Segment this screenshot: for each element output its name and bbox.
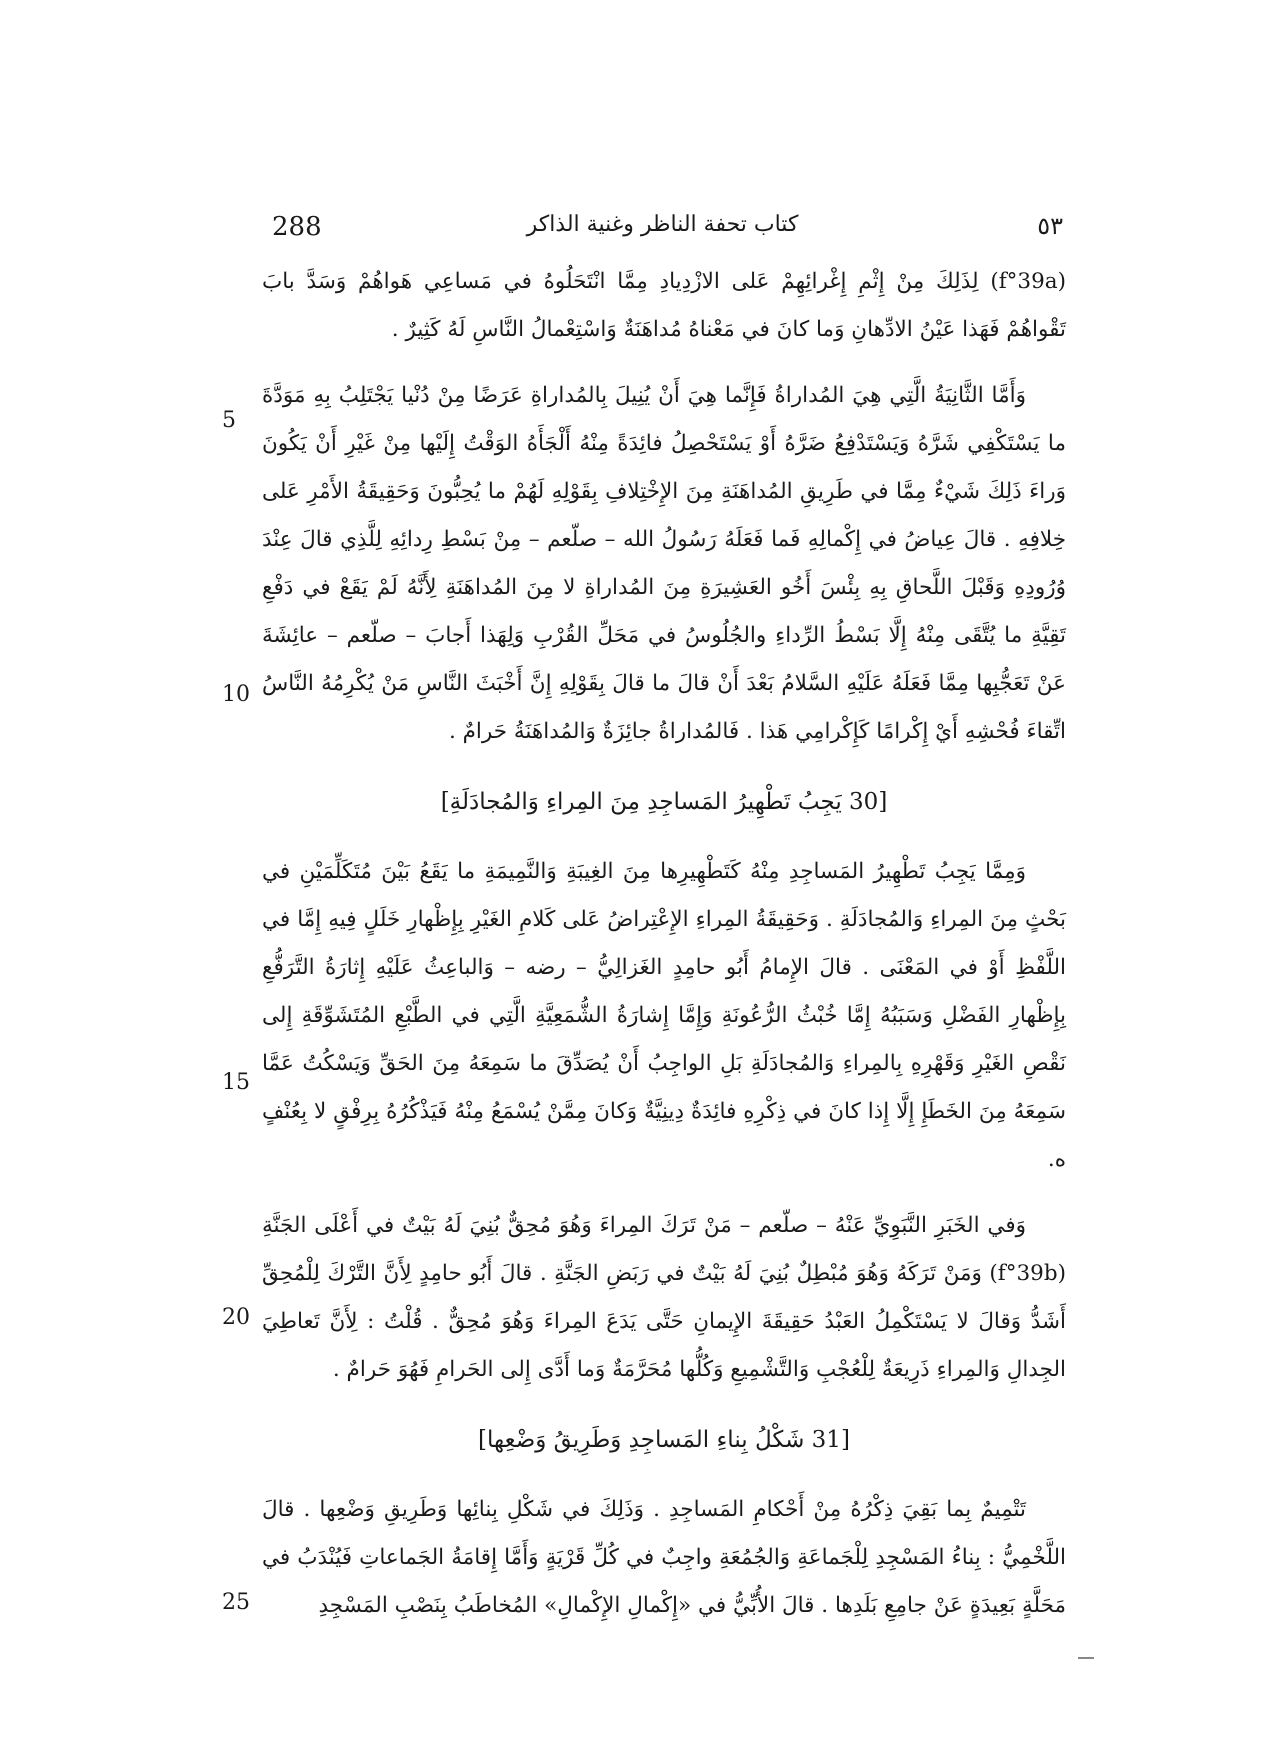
page-body xyxy=(262,258,1066,1630)
line-number-15: 15 xyxy=(222,1070,250,1095)
paragraph-1: (f°39a) لِذَلِكَ مِنْ إِثْمِ إِغْرائِهِمْ عَلى الازْدِيادِ مِمَّا انْتَحَلُوهُ في مَساعِي هَواهُمْ وَسَدَّ بابَ تَقْواهُمْ فَهَذا عَيْنُ الادِّهانِ وَما كانَ في مَعْناهُ مُداهَنَةٌ وَاسْتِعْمالُ النَّاسِ لَهُ كَثِيرٌ . xyxy=(262,269,1066,342)
arabic-page-number: ٥٣ xyxy=(1037,212,1063,240)
line-number-5: 5 xyxy=(222,408,236,433)
line-number-25: 25 xyxy=(222,1590,250,1615)
line-number-10: 10 xyxy=(222,682,250,707)
paragraph-3: وَمِمَّا يَجِبُ تَطْهِيرُ المَساجِدِ مِنْهُ كَتَطْهِيرِها مِنَ الغِيبَةِ وَالنَّمِيمَةِ ما يَقَعُ بَيْنَ مُتَكَلِّمَيْنِ في بَحْثٍ مِنَ المِراءِ وَالمُجادَلَةِ . وَحَقِيقَةُ المِراءِ الإِعْتِراضُ عَلى كَلامِ الغَيْرِ بِإِظْهارِ خَلَلٍ فِيهِ إِمَّا في اللَّفْظِ أَوْ في المَعْنَى . قالَ الإِمامُ أَبُو حامِدٍ الغَزالِيُّ – رضه – وَالباعِثُ عَلَيْهِ إِثارَةُ التَّرَفُّعِ بِإِظْهارِ الفَضْلِ وَسَبَبُهُ إِمَّا خُبْثُ الرُّعُونَةِ وَإِمَّا إِشارَةُ الشُّمَعِيَّةِ الَّتِي في الطَّبْعِ المُتَشَوِّقَةِ إِلى نَقْصِ الغَيْرِ وَقَهْرِهِ بِالمِراءِ وَالمُجادَلَةِ بَلِ الواجِبُ أَنْ يُصَدِّقَ ما سَمِعَهُ مِنَ الحَقِّ وَيَسْكُتُ عَمَّا سَمِعَهُ مِنَ الخَطَإِ إِلَّا إِذا كانَ في ذِكْرِهِ فائِدَةٌ دِينِيَّةٌ وَكانَ مِمَّنْ يُسْمَعُ مِنْهُ فَيَذْكُرُهُ بِرِفْقٍ لا بِعُنْفٍ ه. xyxy=(262,859,1066,1172)
paragraph-2: وَأَمَّا الثَّانِيَةُ الَّتِي هِيَ المُداراةُ فَإِنَّما هِيَ أَنْ يُنِيلَ بِالمُداراةِ عَرَضًا مِنْ دُنْيا يَجْتَلِبُ بِهِ مَوَدَّةَ ما يَسْتَكْفِي شَرَّهُ وَيَسْتَدْفِعُ ضَرَّهُ أَوْ يَسْتَحْصِلُ فائِدَةً مِنْهُ أَلْجَأَهُ الوَقْتُ إِلَيْها مِنْ غَيْرِ أَنْ يَكُونَ وَراءَ ذَلِكَ شَيْءٌ مِمَّا في طَرِيقِ المُداهَنَةِ مِنَ الإِخْتِلافِ بِقَوْلِهِ لَهُمْ ما يُحِبُّونَ وَحَقِيقَةُ الأَمْرِ عَلى خِلافِهِ . قالَ عِياضُ في إِكْمالِهِ فَما فَعَلَهُ رَسُولُ الله – صلّعم – مِنْ بَسْطِ رِدائِهِ لِلَّذِي قالَ عِنْدَ وُرُودِهِ وَقَبْلَ اللَّحاقِ بِهِ بِئْسَ أَخُو العَشِيرَةِ مِنَ المُداراةِ لا مِنَ المُداهَنَةِ لِأَنَّهُ لَمْ يَقَعْ في دَفْعِ تَقِيَّةِ ما يُتَّقَى مِنْهُ إِلَّا بَسْطُ الرِّداءِ والجُلُوسُ في مَحَلِّ القُرْبِ وَلِهَذا أَجابَ – صلّعم – عائِشَةَ عَنْ تَعَجُّبِها مِمَّا فَعَلَهُ عَلَيْهِ السَّلامُ بَعْدَ أَنْ قالَ ما قالَ بِقَوْلِهِ إِنَّ أَخْبَثَ النَّاسِ مَنْ يُكْرِمُهُ النَّاسُ اتِّقاءَ فُحْشِهِ أَيْ إِكْرامًا كَإِكْرامِي هَذا . فَالمُداراةُ جائِزَةٌ وَالمُداهَنَةُ حَرامٌ . xyxy=(262,383,1066,744)
page-header xyxy=(262,212,1063,252)
page-number: 288 xyxy=(272,212,322,242)
paragraph-5: تَتْمِيمٌ بِما بَقِيَ ذِكْرُهُ مِنْ أَحْكامِ المَساجِدِ . وَذَلِكَ في شَكْلِ بِنائِها وَطَرِيقِ وَضْعِها . قالَ اللَّخْمِيُّ : بِناءُ المَسْجِدِ لِلْجَماعَةِ وَالجُمُعَةِ واجِبٌ في كُلِّ قَرْيَةٍ وَأَمَّا إِقامَةُ الجَماعاتِ فَيُنْدَبُ في مَحَلَّةٍ بَعِيدَةٍ عَنْ جامِعِ بَلَدِها . قالَ الأُبِّيُّ في «إِكْمالِ الإِكْمالِ» المُخاطَبُ بِنَصْبِ المَسْجِدِ xyxy=(262,1497,1066,1618)
section-heading-31: [31 شَكْلُ بِناءِ المَساجِدِ وَطَرِيقُ وَضْعِها] xyxy=(478,1427,850,1453)
paragraph-4: وَفي الخَبَرِ النَّبَوِيِّ عَنْهُ – صلّعم – مَنْ تَرَكَ المِراءَ وَهُوَ مُحِقٌّ بُنِيَ لَهُ بَيْتٌ في أَعْلَى الجَنَّةِ (f°39b) وَمَنْ تَرَكَهُ وَهُوَ مُبْطِلٌ بُنِيَ لَهُ بَيْتٌ في رَبَضِ الجَنَّةِ . قالَ أَبُو حامِدٍ لِأَنَّ التَّرْكَ لِلْمُحِقِّ أَشَدُّ وَقالَ لا يَسْتَكْمِلُ العَبْدُ حَقِيقَةَ الإِيمانِ حَتَّى يَدَعَ المِراءَ وَهُوَ مُحِقٌّ . قُلْتُ : لِأَنَّ تَعاطِيَ الجِدالِ وَالمِراءِ ذَرِيعَةٌ لِلْعُجْبِ وَالتَّشْمِيعِ وَكُلُّها مُحَرَّمَةٌ وَما أَدَّى إِلى الحَرامِ فَهُوَ حَرامٌ . xyxy=(262,1213,1066,1382)
book-title: كتاب تحفة الناظر وغنية الذاكر xyxy=(526,212,799,237)
section-heading-30: [30 يَجِبُ تَطْهِيرُ المَساجِدِ مِنَ المِراءِ وَالمُجادَلَةِ] xyxy=(440,789,888,815)
scan-mark xyxy=(1078,1657,1094,1659)
line-number-20: 20 xyxy=(222,1305,250,1330)
